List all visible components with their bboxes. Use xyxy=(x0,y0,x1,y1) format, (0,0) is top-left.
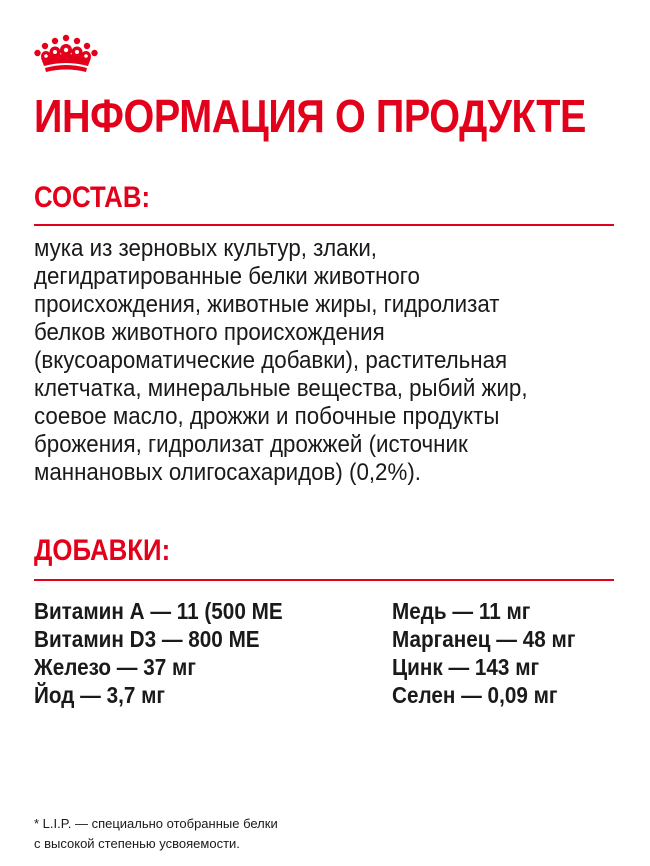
composition-line: мука из зерновых культур, злаки, xyxy=(34,235,377,262)
additive-item: Витамин D3 — 800 МЕ xyxy=(34,626,260,652)
additives-left-column xyxy=(34,597,310,709)
composition-line: брожения, гидролизат дрожжей (источник xyxy=(34,431,468,458)
composition-heading: СОСТАВ: xyxy=(34,181,151,214)
additive-item: Селен — 0,09 мг xyxy=(392,682,558,708)
additives-heading: ДОБАВКИ: xyxy=(34,534,171,567)
crown-icon xyxy=(33,34,99,74)
additive-item: Медь — 11 мг xyxy=(392,598,531,624)
composition-line: происхождения, животные жиры, гидролизат xyxy=(34,291,500,318)
composition-line: (вкусоароматические добавки), растительная xyxy=(34,347,508,374)
composition-line: соевое масло, дрожжи и побочные продукты xyxy=(34,403,500,430)
footnote-line: * L.I.P. — специально отобранные белки xyxy=(34,816,278,831)
additive-item: Железо — 37 мг xyxy=(34,654,196,680)
composition-line: клетчатка, минеральные вещества, рыбий жир, xyxy=(34,375,528,402)
additive-item: Марганец — 48 мг xyxy=(392,626,576,652)
composition-divider xyxy=(34,224,614,226)
composition-line: белков животного происхождения xyxy=(34,319,385,346)
composition-text xyxy=(34,235,624,487)
footnote-line: с высокой степенью усвояемости. xyxy=(34,836,240,851)
additives-divider xyxy=(34,579,614,581)
footnote xyxy=(34,814,278,854)
additive-item: Йод — 3,7 мг xyxy=(34,682,166,708)
additive-item: Витамин А — 11 (500 МЕ xyxy=(34,598,283,624)
composition-line: дегидратированные белки животного xyxy=(34,263,420,290)
page-title: ИНФОРМАЦИЯ О ПРОДУКТЕ xyxy=(34,90,586,142)
additive-item: Цинк — 143 мг xyxy=(392,654,540,680)
additives-right-column xyxy=(392,597,596,709)
composition-line: маннановых олигосахаридов) (0,2%). xyxy=(34,459,421,486)
